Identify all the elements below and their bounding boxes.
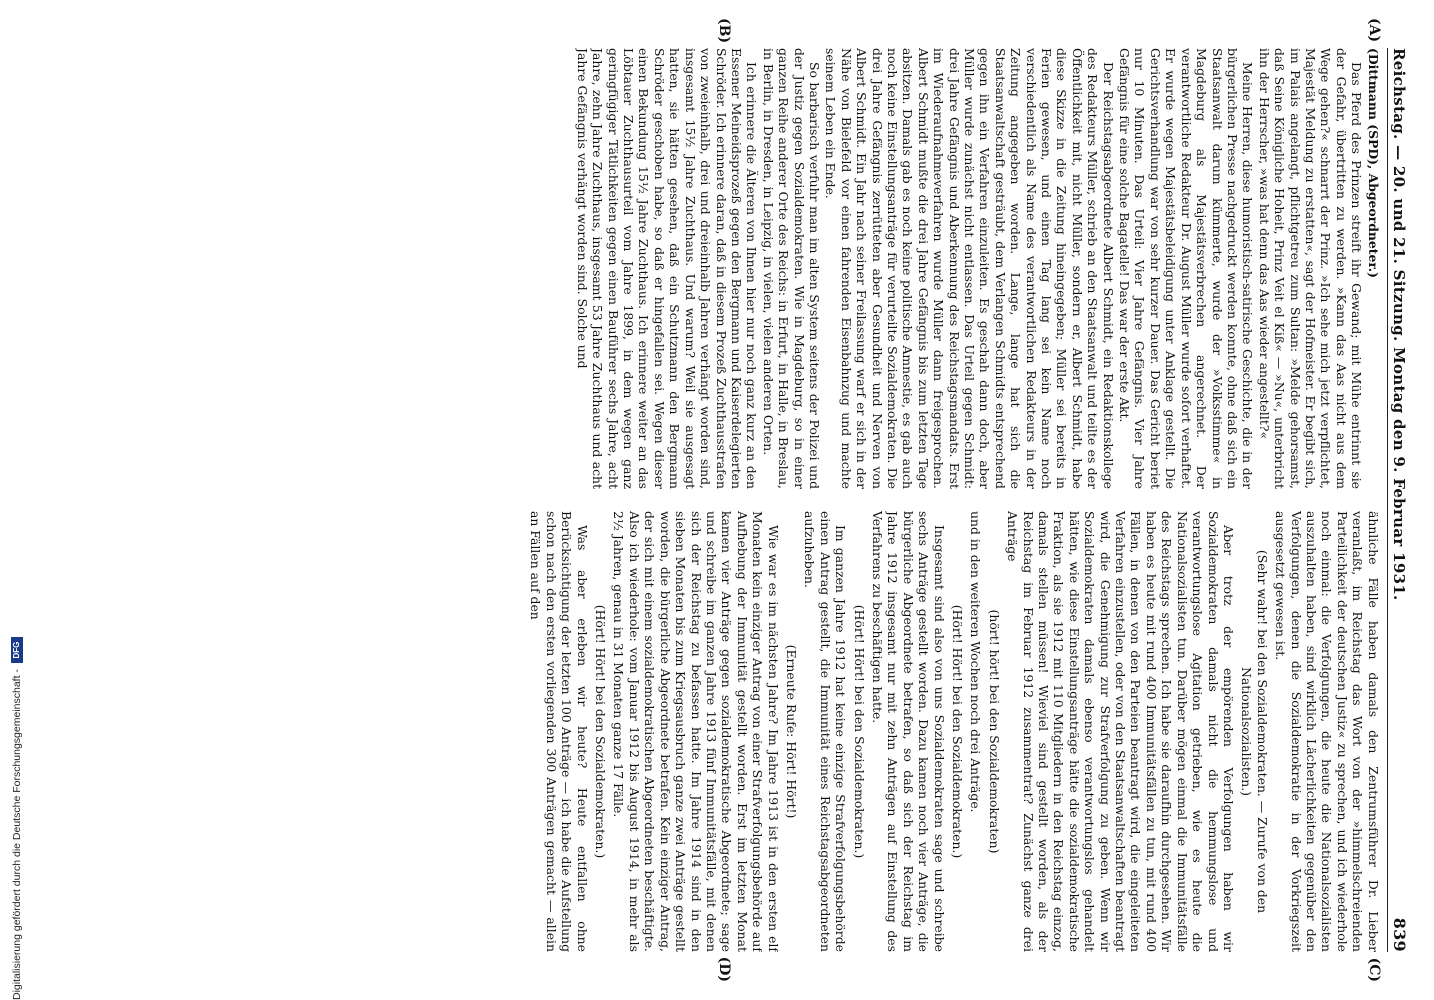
paragraph: Insgesamt sind also von uns Sozialdemokraten sage und schreibe sechs Anträge gestellt worden. Dazu kamen noch vier Anträge, die bürgerliche Abgeordnete betrafen, so daß sich der Reichstag im Jahre 1912 insgesamt nur mit zehn Anträgen auf Einstellung des Verfahrens zu beschäftigen hatte.: [870, 511, 947, 952]
margin-marker-a: (A): [1365, 18, 1382, 43]
document-page: [97, 18, 1417, 982]
running-head: Reichstag. — 20. und 21. Sitzung. Montag den 9. Februar 1931.: [1390, 48, 1408, 601]
paragraph: Das Pferd des Prinzen streift ihr Gewand; mit Mühe entrinnt sie der Gefahr, übertritten zu werden. »Kann das Aas nicht aus dem Wege gehen?« schnarrt der Prinz. »Ich sehe mich jetzt verpflichtet, Majestät Meldung zu erstatten«, sagt der Hofmeister. Er begibt sich, im Palais angelangt, pflichtgetreu zum Sultan: »Melde gehorsamst, daß Seine Königliche Hoheit, Prinz Veit el Kiß« — »Nu«, unterbricht ihn der Herrscher, »was hat denn das Aas wieder angestellt?«: [1256, 48, 1365, 489]
paragraph: ähnliche Fälle haben damals den Zentrumsführer Dr. Lieber veranlaßt, im Reichstag das Wort von der »himmelschreienden Parteilichkeit der deutschen Justiz« zu sprechen, und ich wiederhole noch einmal: die Verfolgungen, die heute die Nationalsozialisten auszuhalten haben, sind wirklich Lächerlichkeiten gegenüber den Verfolgungen, denen die Sozialdemokratie in der Vorkriegszeit ausgesetzt gewesen ist.: [1273, 511, 1381, 952]
paragraph: Der Reichstagsabgeordnete Albert Schmidt, ein Redaktionskollege des Redakteurs Müller, schrieb an den Staatsanwalt und teilte es der Öffentlichkeit mit, nicht Müller, sondern er, Albert Schmidt, habe diese Skizze in die Zeitung hineingegeben; Müller sei bereits in Ferien gewesen, und einen Tag lang sei kein Name noch verschiedentlich als Name des verantwortlichen Redakteurs in der Zeitung angegeben worden. Lange, lange hat sich die Staatsanwaltschaft gesträubt, dem Verlangen Schmidts entsprechend gegen ihn ein Verfahren einzuleiten. Es geschah dann doch, aber Müller wurde zunächst nicht entlassen. Das Urteil gegen Schmidt: drei Jahre Gefängnis und Aberkennung des Reichstagsmandats. Erst im Wiederaufnahmeverfahren wurde Müller dann freigesprochen. Albert Schmidt mußte die drei Jahre Gefängnis bis zum letzten Tage absitzen. Damals gab es noch keine politische Amnestie, es gab auch noch keine Einstellungsanträge für verurteilte Sozialdemokraten. Die drei Jahre Gefängnis zerrütteten aber Gesundheit und Nerven von Albert Schmidt. Ein Jahr nach seiner Freilassung warf er sich in der Nähe von Bielefeld vor einen fahrenden Eisenbahnzug und machte seinem Leben ein Ende.: [823, 48, 1116, 489]
interjection: (hört! hört! bei den Sozialdemokraten): [986, 609, 1002, 854]
margin-marker-b: (B): [715, 18, 732, 44]
dfg-logo: DFG: [11, 637, 23, 663]
paragraph: und in den weiteren Wochen noch drei Anträge.: [968, 511, 984, 813]
interjection: (Hört! Hört! bei den Sozialdemokraten.): [593, 604, 609, 859]
column-left: [121, 48, 1381, 489]
margin-marker-d: (D): [715, 956, 732, 982]
text-columns: [121, 18, 1382, 982]
paragraph: Aber trotz der empörenden Verfolgungen haben wir Sozialdemokraten damals nicht die hemmungslose und verantwortungslose Agitation getrieben, wie es heute die Nationalsozialisten tun. Darüber mögen einmal die Immunitätsfälle des Reichstags sprechen. Ich habe sie daraufhin durchgesehen. Wir haben es heute mit rund 400 Immunitätsfällen zu tun, mit rund 400 Fällen, in denen von den Parteien beantragt wird, die eingeleiteten Verfahren einzustellen, oder von den Staatsanwaltschaften beantragt wird, die Genehmigung zur Strafverfolgung zu geben. Wenn wir Sozialdemokraten damals ebenso verantwortungslos gehandelt hätten, wie diese Einstellungsanträge hätte die sozialdemokratische Fraktion, als sie 1912 mit 110 Mitgliedern in den Reichstag einzog, damals stellen müssen! Wieviel sind gestellt worden, als der Reichstag im Februar 1912 zusammentrat? Zunächst ganze drei Anträge: [1005, 511, 1236, 952]
paragraph: Ich erinnere die Älteren von Ihnen hier nur noch ganz kurz an den Essener Meineidsprozeß gegen den Bergmann und Kaiserdelegierten Schröder. Ich erinnere daran, daß in diesem Prozeß Zuchthausstrafen von zweieinhalb, drei und dreieinhalb Jahren verhängt worden sind, insgesamt 15½ Jahre Zuchthaus. Und warum? Weil sie ausgesagt hatten, sie hätten gesehen, daß ein Schutzmann den Bergmann Schröder geschoben habe, so daß er hingefallen sei. Wegen dieser einen Bekundung 15½ Jahre Zuchthaus. Ich erinnere weiter an das Löbtauer Zuchthausurteil vom Jahre 1899, in dem wegen ganz geringfügiger Tätlichkeiten gegen einen Bauführer sechs Jahre, acht Jahre, zehn Jahre Zuchthaus, insgesamt 53 Jahre Zuchthaus und acht Jahre Gefängnis verhängt worden sind. Solche und: [574, 48, 760, 489]
paragraph: Was aber erleben wir heute? Heute entfallen ohne Berücksichtigung der letzten 100 Anträge — ich habe die Aufstellung schon nach den ersten vorliegenden 300 Anträgen gemacht — allein an Fällen auf den: [528, 511, 590, 952]
paragraph: Meine Herren, diese humoristisch-satirische Geschichte, die in der bürgerlichen Presse nachgedruckt werden konnte, ohne daß sich ein Staatsanwalt darum kümmerte, wurde der »Volksstimme« in Magdeburg als Majestätsverbrechen angerechnet. Der verantwortliche Redakteur Dr. August Müller wurde sofort verhaftet. Er wurde wegen Majestätsbeleidigung unter Anklage gestellt. Die Gerichtsverhandlung war von sehr kurzer Dauer. Das Gericht beriet nur 10 Minuten. Das Urteil: Vier Jahre Gefängnis. Vier Jahre Gefängnis für eine solche Bagatelle! Das war der erste Akt.: [1117, 48, 1256, 489]
page-header: [1387, 48, 1407, 952]
page-number: 839: [1390, 917, 1409, 952]
digitization-credit: [8, 10, 26, 1000]
margin-marker-c: (C): [1365, 957, 1382, 982]
interjection: (Erneute Rufe: Hört! Hört!): [783, 644, 799, 819]
paragraph: So barbarisch verfuhr man im alten System seitens der Polizei und der Justiz gegen Sozialdemokraten. Wie in Magdeburg, so in einer ganzen Reihe anderer Orte des Reichs: in Erfurt, in Halle, in Breslau, in Berlin, in Dresden, in Leipzig, in vielen, vielen anderen Orten.: [760, 48, 822, 489]
credit-text: Digitalisierung gefördert durch die Deutsche Forschungsgemeinschaft -: [11, 669, 23, 1000]
paragraph: Wie war es im nächsten Jahre? Im Jahre 1913 ist in den ersten elf Monaten kein einziger Antrag von einer Strafverfolgungsbehörde auf Aufhebung der Immunität gestellt worden. Erst im letzten Monat kamen vier Anträge gegen sozialdemokratische Abgeordnete; sage und schreibe im ganzen Jahre 1913 fünf Immunitätsfälle, mit denen sich der Reichstag zu befassen hatte. Im Jahre 1914 sind in den sieben Monaten bis zum Kriegsausbruch ganze zwei Anträge gestellt worden, die bürgerliche Abgeordnete betrafen. Kein einziger Antrag, der sich mit einem sozialdemokratischen Abgeordneten beschäftigte. Also ich wiederhole: vom Januar 1912 bis August 1914, in mehr als 2½ Jahren, genau in 31 Monaten ganze 17 Fälle.: [611, 511, 781, 952]
interjection: (Hört! Hört! bei den Sozialdemokraten.): [950, 604, 966, 859]
speaker-line: (Dittmann (SPD), Abgeordneter.): [1365, 48, 1381, 278]
interjection: (Hört! Hört! bei den Sozialdemokraten.): [851, 604, 867, 859]
interjection: (Sehr wahr! bei den Sozialdemokraten. — Zurufe von den Nationalsozialisten.): [1239, 549, 1270, 914]
column-right: [121, 511, 1381, 952]
paragraph: Im ganzen Jahre 1912 hat keine einzige Strafverfolgungsbehörde einen Antrag gestellt, die Immunität eines Reichstagsabgeordneten aufzuheben.: [802, 511, 849, 952]
